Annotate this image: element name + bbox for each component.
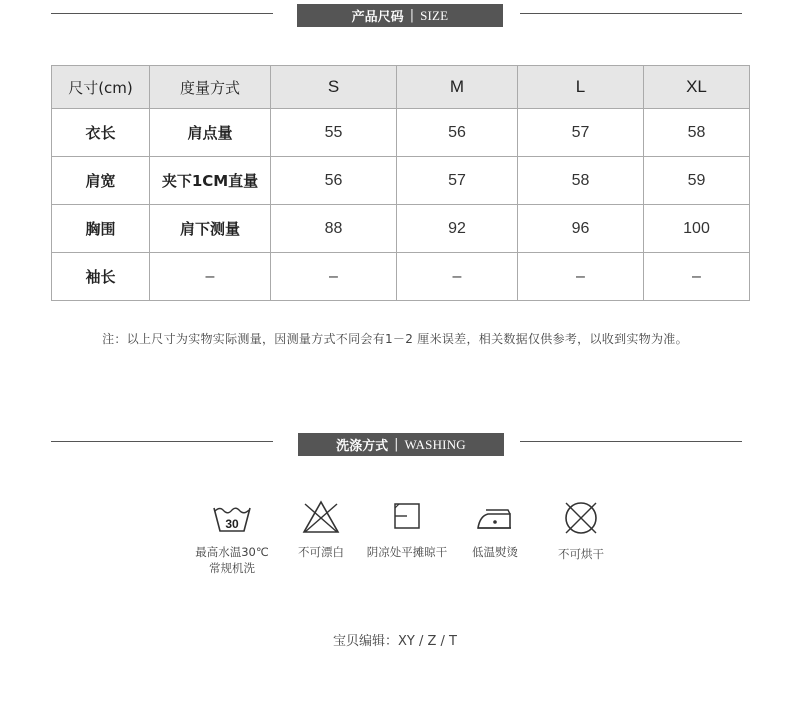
no-tumble-dry-icon	[561, 500, 601, 536]
cell-value: 56	[271, 157, 397, 205]
product-editor: 宝贝编辑：XY / Z / T	[333, 634, 457, 649]
iron-low-icon	[474, 500, 516, 534]
cell-value: –	[271, 253, 397, 301]
size-title-cn: 产品尺码	[351, 10, 404, 25]
washing-title-separator: |	[394, 437, 399, 452]
wash-label-line1: 最高水温30℃	[195, 545, 269, 559]
header-size-xl: XL	[644, 66, 750, 109]
size-title-en: SIZE	[420, 7, 449, 23]
cell-value: 57	[397, 157, 518, 205]
cell-value: 96	[518, 205, 644, 253]
size-section-title	[297, 4, 503, 27]
wash-label: 不可烘干	[558, 547, 604, 561]
washing-section-title	[298, 433, 504, 456]
cell-value: 92	[397, 205, 518, 253]
cell-value: –	[518, 253, 644, 301]
cell-value: –	[397, 253, 518, 301]
cell-value: –	[644, 253, 750, 301]
measurement-note: 注：以上尺寸为实物实际测量，因测量方式不同会有1－2 厘米误差，相关数据仅供参考，以收到实物为准。	[102, 332, 688, 346]
row-method: 肩点量	[150, 109, 271, 157]
no-bleach-icon	[301, 500, 341, 534]
header-size-m: M	[397, 66, 518, 109]
row-method: 夹下1CM直量	[150, 157, 271, 205]
cell-value: 59	[644, 157, 750, 205]
wash-label-line2: 常规机洗	[209, 561, 255, 575]
wash-item-no-tumble-dry	[526, 500, 636, 562]
size-header-line-left	[51, 13, 273, 14]
washing-title-cn: 洗涤方式	[336, 439, 389, 454]
wash-label: 不可漂白	[298, 545, 344, 559]
cell-value: 100	[644, 205, 750, 253]
table-row	[52, 253, 750, 301]
row-method: –	[150, 253, 271, 301]
cell-value: 56	[397, 109, 518, 157]
dry-flat-shade-icon	[387, 500, 427, 534]
cell-value: 58	[644, 109, 750, 157]
wash-temp-number: 30	[225, 517, 239, 531]
cell-value: 58	[518, 157, 644, 205]
washing-title-en: WASHING	[404, 436, 466, 452]
row-method: 肩下测量	[150, 205, 271, 253]
size-title-separator: |	[409, 8, 415, 23]
size-header-line-right	[520, 13, 742, 14]
cell-value: 55	[271, 109, 397, 157]
size-table-header-row	[52, 66, 750, 109]
cell-value: 88	[271, 205, 397, 253]
wash-label: 阴凉处平摊晾干	[366, 545, 448, 559]
header-size-cm: 尺寸(cm)	[52, 66, 150, 109]
header-size-l: L	[518, 66, 644, 109]
washing-header-line-left	[51, 441, 273, 442]
header-method: 度量方式	[150, 66, 271, 109]
washing-header-line-right	[520, 441, 742, 442]
row-name: 胸围	[52, 205, 150, 253]
row-name: 袖长	[52, 253, 150, 301]
cell-value: 57	[518, 109, 644, 157]
size-table	[51, 65, 750, 301]
row-name: 衣长	[52, 109, 150, 157]
wash-label: 低温熨烫	[472, 545, 518, 559]
row-name: 肩宽	[52, 157, 150, 205]
header-size-s: S	[271, 66, 397, 109]
wash-30-icon	[212, 500, 252, 534]
table-row	[52, 109, 750, 157]
table-row	[52, 157, 750, 205]
table-row	[52, 205, 750, 253]
